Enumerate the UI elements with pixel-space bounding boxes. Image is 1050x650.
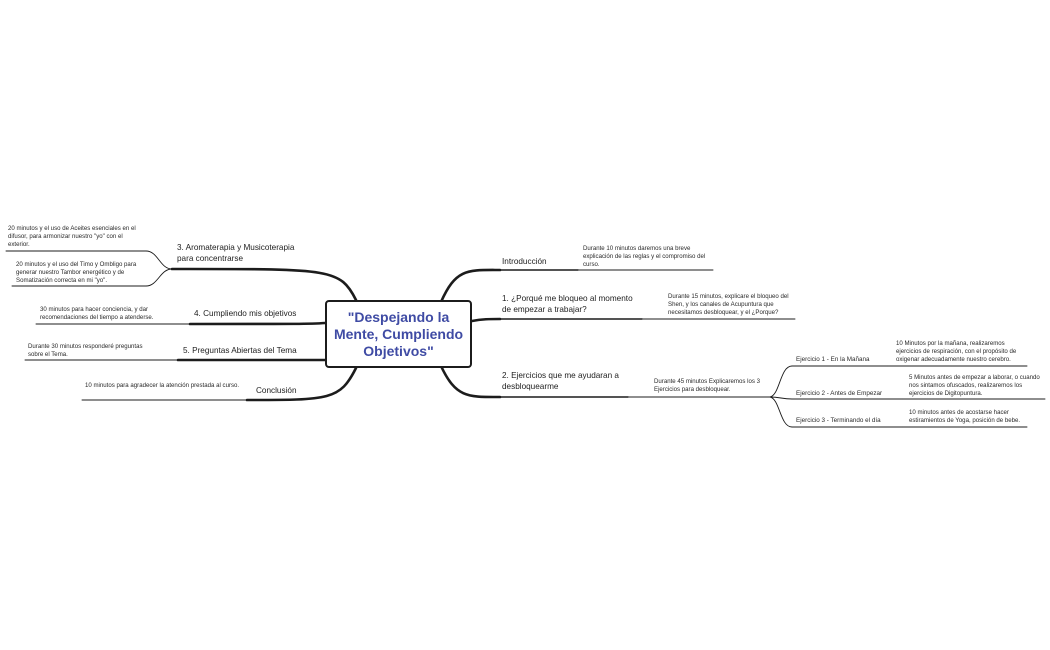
exercise-2-note: 5 Minutos antes de empezar a laborar, o cuando nos sintamos ofuscados, realizaremos los ejercicios de Digitopuntura.: [909, 374, 1040, 397]
topic-bloqueo[interactable]: 1. ¿Porqué me bloqueo al momento de empezar a trabajar?: [502, 294, 633, 314]
connector-ex3: [770, 397, 792, 427]
note-preguntas: Durante 30 minutos responderé preguntas sobre el Tema.: [28, 343, 143, 358]
connector-ex1: [770, 366, 792, 397]
topic-cumpliendo[interactable]: 4. Cumpliendo mis objetivos: [194, 309, 297, 318]
central-topic-label: "Despejando la Mente, Cumpliendo Objetivos": [333, 308, 464, 359]
topic-preguntas[interactable]: 5. Preguntas Abiertas del Tema: [183, 346, 297, 355]
topic-aromaterapia[interactable]: 3. Aromaterapia y Musicoterapia para concentrarse: [177, 243, 295, 263]
exercise-1[interactable]: Ejercicio 1 - En la Mañana: [796, 356, 870, 363]
connector-topic3-note1: [146, 251, 172, 269]
topic-ejercicios[interactable]: 2. Ejercicios que me ayudaran a desbloquearme: [502, 371, 619, 391]
exercise-1-note: 10 Minutos por la mañana, realizaremos ejercicios de respiración, con el propósito de oxigenar adecuadamente nuestro cerebro.: [896, 340, 1017, 363]
connector-topic1: [472, 319, 500, 321]
note-conclusion: 10 minutos para agradecer la atención prestada al curso.: [85, 382, 240, 389]
connector-topic3-note2: [146, 269, 172, 286]
exercise-2[interactable]: Ejercicio 2 - Antes de Empezar: [796, 390, 883, 397]
topic-introduccion[interactable]: Introducción: [502, 257, 547, 266]
connector-topic3: [172, 269, 356, 300]
note-aromaterapia-1: 20 minutos y el uso de Aceites esenciales en el difusor, para armonizar nuestro "yo" con el exterior.: [8, 225, 136, 248]
topic-conclusion[interactable]: Conclusión: [256, 386, 297, 395]
exercise-3-note: 10 minutos antes de acostarse hacer estiramientos de Yoga, posición de bebe.: [909, 409, 1021, 424]
exercise-3[interactable]: Ejercicio 3 - Terminando el día: [796, 417, 881, 424]
note-aromaterapia-2: 20 minutos y el uso del Timo y Ombligo para generar nuestro Tambor energético y de Somatización correcta en mi "yo".: [16, 261, 137, 284]
central-topic[interactable]: [325, 300, 472, 368]
connector-topic4: [190, 323, 325, 324]
note-cumpliendo: 30 minutos para hacer conciencia, y dar recomendaciones del tiempo a atenderse.: [40, 306, 154, 321]
connector-topic2: [441, 366, 500, 397]
note-ejercicios: Durante 45 minutos Explicaremos los 3 Ejercicios para desbloquear.: [654, 378, 761, 393]
note-introduccion: Durante 10 minutos daremos una breve explicación de las reglas y el compromiso del curso.: [583, 245, 706, 268]
connector-intro: [441, 270, 500, 302]
note-bloqueo: Durante 15 minutos, explicare el bloqueo del Shen, y los canales de Acupuntura que necesitamos desbloquear, y el ¿Porque?: [668, 293, 789, 316]
